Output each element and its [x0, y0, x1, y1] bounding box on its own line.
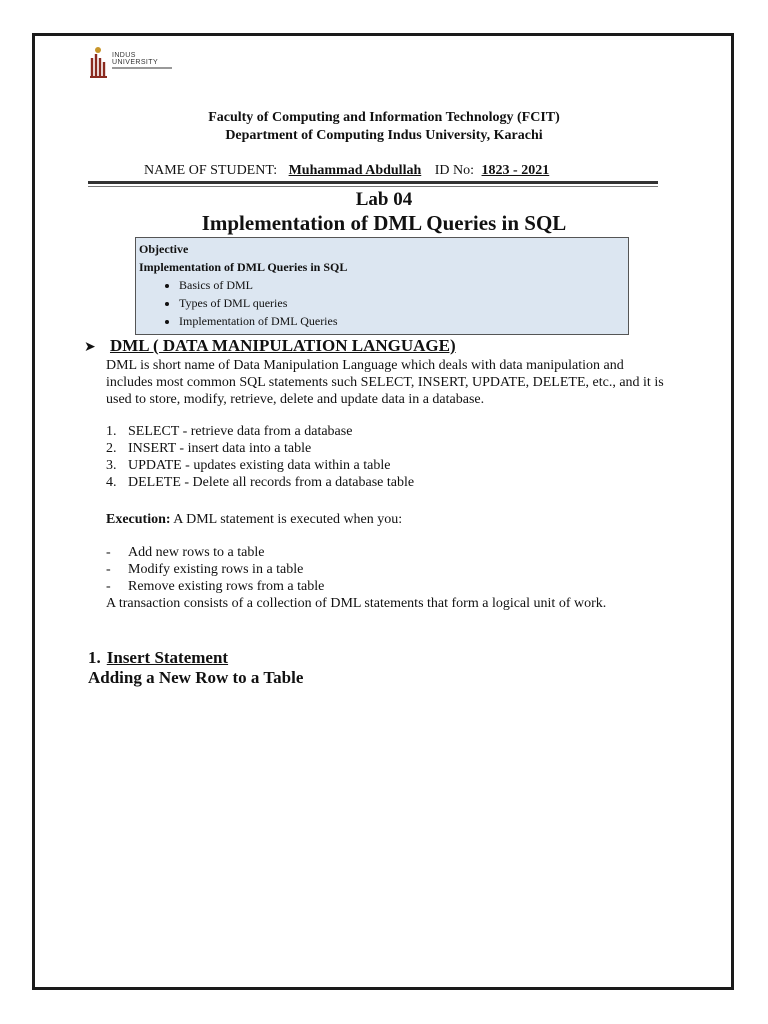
list-item: - Add new rows to a table [106, 545, 265, 560]
list-text: Add new rows to a table [128, 545, 265, 560]
list-item [106, 423, 414, 440]
header-divider [88, 181, 658, 184]
execution-line [106, 512, 402, 528]
list-text: DELETE - Delete all records from a database table [128, 475, 415, 490]
section-title: DML ( DATA MANIPULATION LANGUAGE) [109, 336, 456, 355]
logo-text: INDUS UNIVERSITY [112, 52, 159, 66]
lab-number: Lab 04 [355, 189, 413, 210]
action-list [106, 544, 324, 595]
list-text: INSERT - insert data into a table [128, 441, 312, 456]
list-item: - Remove existing rows from a table [106, 579, 325, 594]
faculty-heading: Faculty of Computing and Information Technology (FCIT) [208, 110, 560, 125]
list-text: SELECT - retrieve data from a database [128, 424, 353, 439]
department-heading: Department of Computing Indus University, Karachi [225, 128, 543, 143]
student-info-line [144, 163, 549, 179]
student-id-label: ID No: [434, 163, 475, 178]
transaction-text: A transaction consists of a collection of DML statements that form a logical unit of work. [106, 596, 607, 611]
student-id-value: 1823 - 2021 [481, 163, 550, 178]
list-item: • Types of DML queries [179, 294, 625, 312]
list-text: Modify existing rows in a table [128, 562, 304, 577]
list-item: - Modify existing rows in a table [106, 562, 304, 577]
execution-label: Execution: [106, 512, 171, 527]
command-list [106, 423, 414, 491]
header-divider-thin [88, 186, 658, 187]
section-heading [84, 336, 456, 356]
list-number: 3. [106, 458, 117, 473]
list-item [106, 440, 414, 457]
list-item: • Basics of DML [179, 276, 625, 294]
list-text: UPDATE - updates existing data within a table [128, 458, 391, 473]
insert-number: 1. [88, 648, 101, 667]
list-number: 1. [106, 424, 117, 439]
logo-underline [112, 67, 172, 69]
objective-list [139, 276, 625, 330]
list-number: 4. [106, 475, 117, 490]
list-item: • Implementation of DML Queries [179, 312, 625, 330]
list-text: Remove existing rows from a table [128, 579, 325, 594]
student-name-value: Muhammad Abdullah [288, 163, 422, 178]
insert-subtitle: Adding a New Row to a Table [88, 668, 304, 687]
objective-subheading: Implementation of DML Queries in SQL [139, 260, 348, 274]
insert-title: Insert Statement [106, 648, 229, 667]
list-item [106, 457, 414, 474]
execution-text: A DML statement is executed when you: [170, 512, 403, 527]
arrow-bullet-icon: ➤ [84, 339, 96, 355]
lab-title: Implementation of DML Queries in SQL [201, 211, 567, 235]
student-name-label: NAME OF STUDENT: [144, 163, 278, 178]
objective-box [135, 237, 629, 335]
list-item [106, 474, 414, 491]
dml-description: DML is short name of Data Manipulation Language which deals with data manipulation and includes most common SQL statements such SELECT, INSERT, UPDATE, DELETE, etc., and it is used to store, modify, retrieve, delete and update data in a database. [106, 358, 664, 407]
insert-heading [88, 648, 228, 668]
list-number: 2. [106, 441, 117, 456]
objective-heading: Objective [139, 242, 189, 256]
